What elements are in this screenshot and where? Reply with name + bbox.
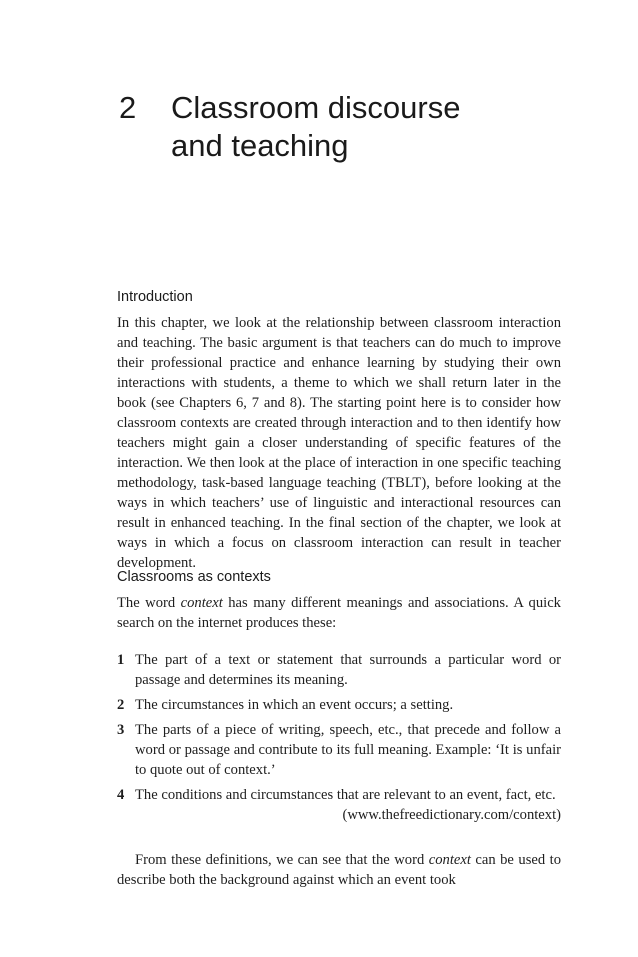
definition-text: The circumstances in which an event occurs; a setting. bbox=[135, 697, 454, 713]
closing-text-end: can be used to describe both the background against which an event took bbox=[117, 852, 561, 888]
chapter-title-line-2: and teaching bbox=[171, 128, 349, 163]
definition-text: The parts of a piece of writing, speech, etc., that precede and follow a word or passage and contribute to its full meaning. Example: ‘It is unfair to quote out of context.’ bbox=[135, 722, 561, 778]
context-term: context bbox=[428, 852, 471, 868]
definition-text: The part of a text or statement that surrounds a particular word or passage and determines its meaning. bbox=[135, 652, 561, 688]
chapter-title bbox=[171, 89, 561, 165]
definitions-list bbox=[117, 650, 561, 830]
definition-number: 1 bbox=[117, 652, 125, 668]
definition-number: 4 bbox=[117, 787, 125, 803]
definition-number: 3 bbox=[117, 722, 125, 738]
contexts-paragraph bbox=[117, 593, 561, 633]
definition-item bbox=[117, 695, 561, 715]
closing-paragraph bbox=[117, 850, 561, 890]
chapter-title-line-1: Classroom discourse bbox=[171, 90, 461, 125]
context-term: context bbox=[180, 595, 223, 611]
contexts-text-end: has many different meanings and associations. A quick search on the internet produces these: bbox=[117, 595, 561, 631]
intro-paragraph: In this chapter, we look at the relationship between classroom interaction and teaching. The basic argument is that teachers can do much to improve their professional practice and enhance learning by studying their own interactions with students, a theme to which we shall return later in the book (see Chapters 6, 7 and 8). The starting point here is to consider how classroom contexts are created through interaction and to then identify how teachers might gain a closer understanding of specific features of the interaction. We then look at the place of interaction in one specific teaching methodology, task-based language teaching (TBLT), before looking at the ways in which teachers’ use of linguistic and interactional resources can result in enhanced teaching. In the final section of the chapter, we look at ways in which a focus on classroom interaction can result in teacher development. bbox=[117, 315, 561, 571]
section-heading-introduction: Introduction bbox=[117, 289, 193, 305]
chapter-number: 2 bbox=[119, 90, 137, 125]
contexts-text-start: The word bbox=[117, 595, 181, 611]
section-heading-classrooms-as-contexts: Classrooms as contexts bbox=[117, 569, 271, 585]
source-citation: (www.thefreedictionary.com/context) bbox=[342, 807, 561, 823]
definition-item bbox=[117, 720, 561, 780]
closing-text-start: From these definitions, we can see that the word bbox=[135, 852, 429, 868]
definition-number: 2 bbox=[117, 697, 125, 713]
definition-item bbox=[117, 650, 561, 690]
definition-text: The conditions and circumstances that are relevant to an event, fact, etc. bbox=[135, 787, 556, 803]
definition-item bbox=[117, 785, 561, 825]
